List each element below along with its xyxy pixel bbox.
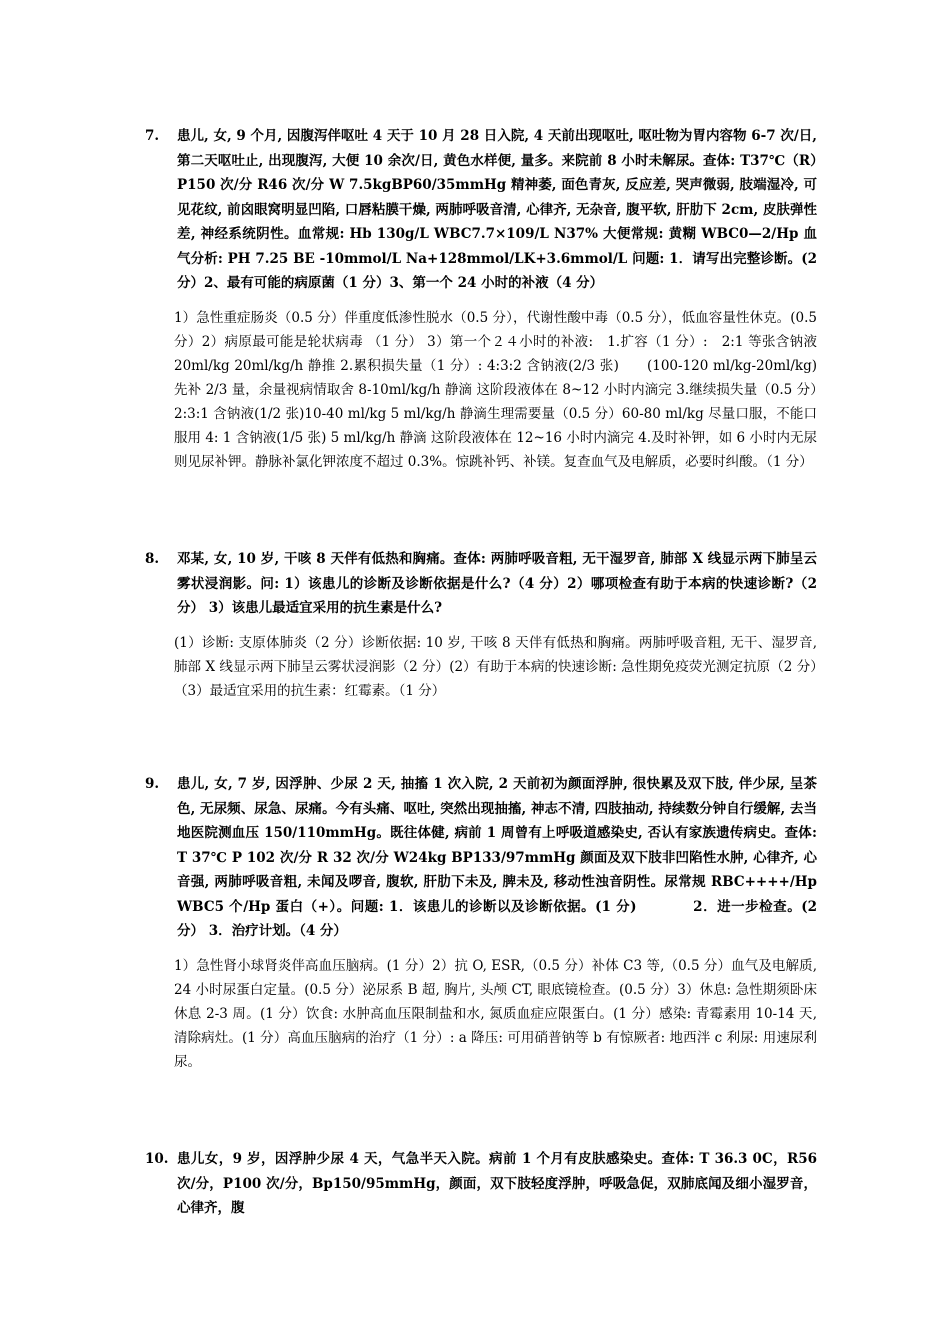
question-text: 患儿, 女, 9 个月, 因腹泻伴呕吐 4 天于 10 月 28 日入院, 4 天前出现呕吐, 呕吐物为胃内容物 6-7 次/日, 第二天呕吐止, 出现腹泻, 大便 10 余次/日, 黄色水样便, 量多。来院前 8 小时未解尿。查体: T37℃（R）P150 次/分 R46 次/分 W 7.5kgBP60/35mmHg 精神萎, 面色青灰, 反应差, 哭声微弱, 肢端湿冷, 可见花纹, 前囟眼窝明显凹陷, 口唇粘膜干燥, 两肺呼吸音清, 心律齐, 无杂音, 腹平软, 肝肋下 2cm, 皮肤弹性差, 神经系统阴性。血常规: Hb 130g/L WBC7.7×109/L N37% 大便常规: 黄糊 WBC0—2/Hp 血气分析: PH 7.25 BE -10mmol/L Na+128mmol/LK+3.6mmol/L 问题: 1．请写出完整诊断。(2 分）2、最有可能的病原菌（1 分）3、第一个 24 小时的补液（4 分） — [177, 128, 817, 291]
answer-text: (1）诊断: 支原体肺炎（2 分）诊断依据: 10 岁, 干咳 8 天伴有低热和胸痛。两肺呼吸音粗, 无干、湿罗音, 肺部 X 线显示两下肺呈云雾状浸润影（2 分）(2）有助于本病的快速诊断: 急性期免疫荧光测定抗原（2 分）（3）最适宜采用的抗生素：红霉素。（1 分） — [174, 634, 817, 699]
question-number: 9. — [145, 776, 160, 792]
question-7 — [145, 124, 817, 474]
question-number: 8. — [145, 551, 160, 567]
answer-text: 1）急性肾小球肾炎伴高血压脑病。(1 分）2）抗 O, ESR,（0.5 分）补体 C3 等,（0.5 分）血气及电解质, 24 小时尿蛋白定量。(0.5 分）泌尿系 B 超, 胸片, 头颅 CT, 眼底镜检查。(0.5 分）3）休息: 急性期须卧床休息 2-3 周。(1 分）饮食: 水肿高血压限制盐和水, 氮质血症应限蛋白。(1 分）感染: 青霉素用 10-14 天, 清除病灶。(1 分）高血压脑病的治疗（1 分）: a 降压: 可用硝普钠等 b 有惊厥者: 地西泮 c 利尿: 用速尿利尿。 — [174, 957, 817, 1070]
question-8 — [145, 547, 817, 703]
question-text: 邓某, 女, 10 岁, 干咳 8 天伴有低热和胸痛。查体: 两肺呼吸音粗, 无干湿罗音, 肺部 X 线显示两下肺呈云雾状浸润影。问: 1）该患儿的诊断及诊断依据是什么?（4 分）2）哪项检查有助于本病的快速诊断?（2 分） 3）该患儿最适宜采用的抗生素是什么? — [177, 551, 817, 616]
answer-text: 1）急性重症肠炎（0.5 分）伴重度低渗性脱水（0.5 分），代谢性酸中毒（0.5 分），低血容量性休克。(0.5 分）2）病原最可能是轮状病毒 （1 分） 3）第一个２４小时的补液: 1.扩容（1 分）: 2:1 等张含钠液 20ml/kg 20ml/kg/h 静推 2.累积损失量（1 分）: 4:3:2 含钠液(2/3 张) (100-120 ml/kg-20ml/kg)先补 2/3 量，余量视病情取舍 8-10ml/kg/h 静滴 这阶段液体在 8~12 小时内滴完 3.继续损失量（0.5 分）2:3:1 含钠液(1/2 张)10-40 ml/kg 5 ml/kg/h 静滴生理需要量（0.5 分）60-80 ml/kg 尽量口服，不能口服用 4: 1 含钠液(1/5 张) 5 ml/kg/h 静滴 这阶段液体在 12~16 小时内滴完 4.及时补钾，如 6 小时内无尿则见尿补钾。静脉补氯化钾浓度不超过 0.3%。惊跳补钙、补镁。复查血气及电解质，必要时纠酸。（1 分） — [174, 309, 817, 470]
question-text: 患儿, 女, 7 岁, 因浮肿、少尿 2 天, 抽搐 1 次入院, 2 天前初为颜面浮肿, 很快累及双下肢, 伴少尿, 呈茶色, 无尿频、尿急、尿痛。今有头痛、呕吐, 突然出现抽搐, 神志不清, 四肢抽动, 持续数分钟自行缓解, 去当地医院测血压 150/110mmHg。既往体健, 病前 1 周曾有上呼吸道感染史, 否认有家族遗传病史。查体: T 37℃ P 102 次/分 R 32 次/分 W24kg BP133/97mmHg 颜面及双下肢非凹陷性水肿, 心律齐, 心音强, 两肺呼吸音粗, 未闻及啰音, 腹软, 肝肋下未及, 脾未及, 移动性浊音阴性。尿常规 RBC++++/Hp WBC5 个/Hp 蛋白（+）。问题: 1．该患儿的诊断以及诊断依据。(1 分) 2．进一步检查。(2 分） 3．治疗计划。（4 分） — [177, 776, 817, 939]
question-10 — [145, 1147, 817, 1221]
question-9 — [145, 772, 817, 1074]
question-number: 10. — [145, 1151, 169, 1167]
question-text: 患儿女，9 岁，因浮肿少尿 4 天，气急半天入院。病前 1 个月有皮肤感染史。查体: T 36.3 0C，R56 次/分，P100 次/分，Bp150/95mmHg，颜面，双下肢轻度浮肿，呼吸急促，双肺底闻及细小湿罗音，心律齐，腹 — [177, 1151, 817, 1216]
question-number: 7. — [145, 128, 160, 144]
